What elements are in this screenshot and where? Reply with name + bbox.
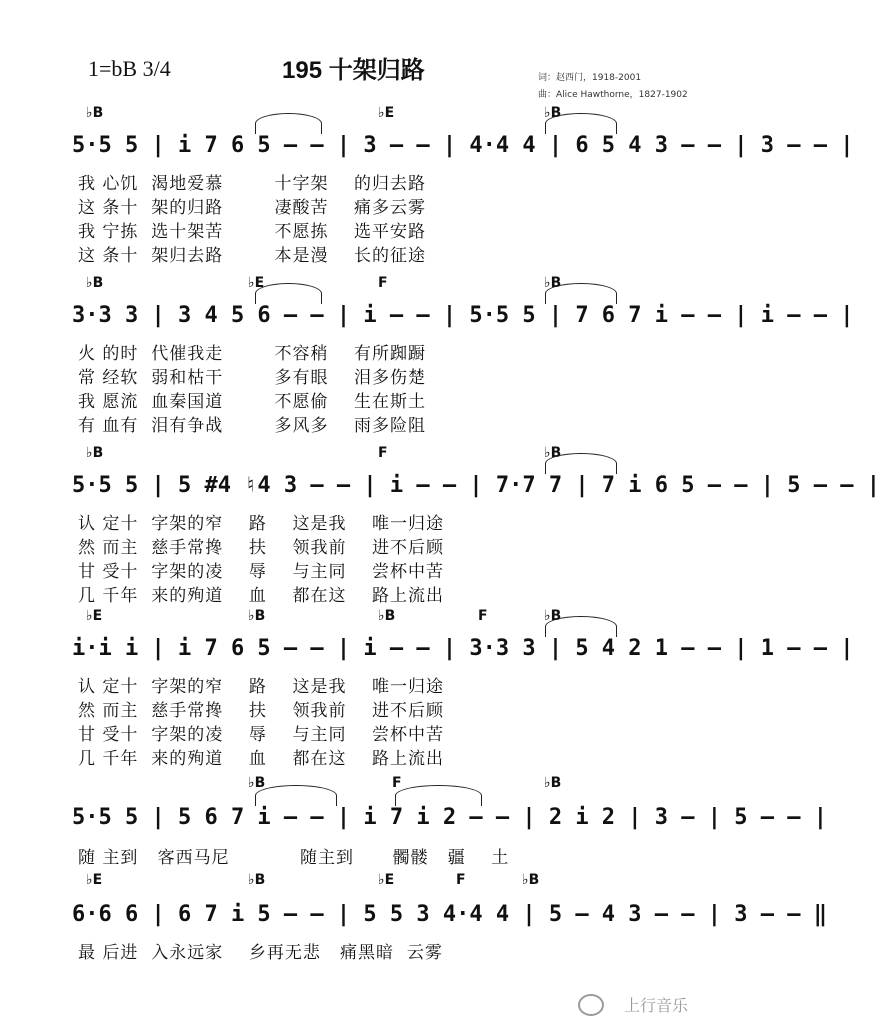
chord-label: F bbox=[478, 608, 488, 624]
chord-label: F bbox=[456, 872, 466, 888]
tie-arc bbox=[255, 283, 322, 304]
lyric-verse-1: 认 定十 字架的窄 路 这是我 唯一归途 bbox=[78, 514, 445, 534]
chord-label: ♭B bbox=[86, 105, 104, 121]
chord-label: ♭B bbox=[544, 775, 562, 791]
chord-label: ♭B bbox=[522, 872, 540, 888]
song-title: 195 十架归路 bbox=[282, 57, 425, 84]
chord-label: ♭B bbox=[544, 445, 562, 461]
tie-arc bbox=[545, 113, 617, 134]
chord-label: ♭B bbox=[248, 608, 266, 624]
notation-line: 3·3 3 | 3 4 5 6 — — | i — — | 5·5 5 | 7 6 7 i — — | i — — | bbox=[72, 303, 854, 328]
lyric-verse-1: 认 定十 字架的窄 路 这是我 唯一归途 bbox=[78, 677, 445, 697]
tie-arc bbox=[545, 283, 617, 304]
lyric-verse-2: 这 条十 架的归路 凄酸苦 痛多云雾 bbox=[78, 198, 427, 218]
lyric-verse-2: 常 经软 弱和枯干 多有眼 泪多伤楚 bbox=[78, 368, 427, 388]
chord-label: ♭B bbox=[544, 608, 562, 624]
lyric-verse-2: 然 而主 慈手常搀 扶 领我前 进不后顾 bbox=[78, 538, 445, 558]
lyric-verse-3: 甘 受十 字架的凌 辱 与主同 尝杯中苦 bbox=[78, 562, 445, 582]
tie-arc bbox=[395, 785, 482, 806]
chord-label: F bbox=[392, 775, 402, 791]
chord-label: ♭B bbox=[544, 105, 562, 121]
notation-line: i·i i | i 7 6 5 — — | i — — | 3·3 3 | 5 4 2 1 — — | 1 — — | bbox=[72, 636, 854, 661]
notation-line: 6·6 6 | 6 7 i 5 — — | 5 5 3 4·4 4 | 5 — 4 3 — — | 3 — — ‖ bbox=[72, 902, 827, 927]
lyric-verse-1: 火 的时 代催我走 不容稍 有所踟蹰 bbox=[78, 344, 427, 364]
lyric-verse-1: 随 主到 客西马尼 随主到 髑髅 疆 土 bbox=[78, 848, 510, 868]
chord-label: ♭B bbox=[378, 608, 396, 624]
chord-label: ♭B bbox=[248, 775, 266, 791]
lyric-verse-1: 我 心饥 渴地爱慕 十字架 的归去路 bbox=[78, 174, 427, 194]
chord-label: ♭E bbox=[248, 275, 265, 291]
wechat-icon bbox=[578, 994, 604, 1016]
chord-label: F bbox=[378, 445, 388, 461]
tie-arc bbox=[545, 616, 617, 637]
tie-arc bbox=[255, 785, 337, 806]
chord-label: ♭E bbox=[86, 608, 103, 624]
watermark: 上行音乐 bbox=[623, 998, 688, 1015]
lyric-verse-3: 我 宁拣 选十架苦 不愿拣 选平安路 bbox=[78, 222, 427, 242]
chord-label: F bbox=[378, 275, 388, 291]
notation-line: 5·5 5 | 5 #4 ♮4 3 — — | i — — | 7·7 7 | 7 i 6 5 — — | 5 — — | bbox=[72, 473, 880, 498]
lyric-verse-2: 然 而主 慈手常搀 扶 领我前 进不后顾 bbox=[78, 701, 445, 721]
lyric-verse-4: 几 千年 来的殉道 血 都在这 路上流出 bbox=[78, 586, 445, 606]
key-signature: 1=bB 3/4 bbox=[88, 56, 171, 81]
chord-label: ♭B bbox=[86, 445, 104, 461]
lyric-verse-4: 这 条十 架归去路 本是漫 长的征途 bbox=[78, 246, 427, 266]
tie-arc bbox=[255, 113, 322, 134]
chord-label: ♭B bbox=[544, 275, 562, 291]
notation-line: 5·5 5 | i 7 6 5 — — | 3 — — | 4·4 4 | 6 5 4 3 — — | 3 — — | bbox=[72, 133, 854, 158]
lyricist-credit: 词：赵西门，1918-2001 bbox=[538, 73, 642, 83]
lyric-verse-4: 几 千年 来的殉道 血 都在这 路上流出 bbox=[78, 749, 445, 769]
chord-label: ♭B bbox=[86, 275, 104, 291]
notation-line: 5·5 5 | 5 6 7 i — — | i 7 i 2 — — | 2 i 2 | 3 — | 5 — — | bbox=[72, 805, 827, 830]
chord-label: ♭E bbox=[86, 872, 103, 888]
lyric-verse-3: 甘 受十 字架的凌 辱 与主同 尝杯中苦 bbox=[78, 725, 445, 745]
chord-label: ♭E bbox=[378, 872, 395, 888]
chord-label: ♭E bbox=[378, 105, 395, 121]
lyric-verse-4: 有 血有 泪有争战 多风多 雨多险阻 bbox=[78, 416, 427, 436]
chord-label: ♭B bbox=[248, 872, 266, 888]
tie-arc bbox=[545, 453, 617, 474]
composer-credit: 曲：Alice Hawthorne，1827-1902 bbox=[538, 90, 688, 100]
lyric-verse-3: 我 愿流 血秦国道 不愿偷 生在斯土 bbox=[78, 392, 427, 412]
lyric-verse-1: 最 后进 入永远家 乡再无悲 痛黑暗 云雾 bbox=[78, 943, 443, 963]
